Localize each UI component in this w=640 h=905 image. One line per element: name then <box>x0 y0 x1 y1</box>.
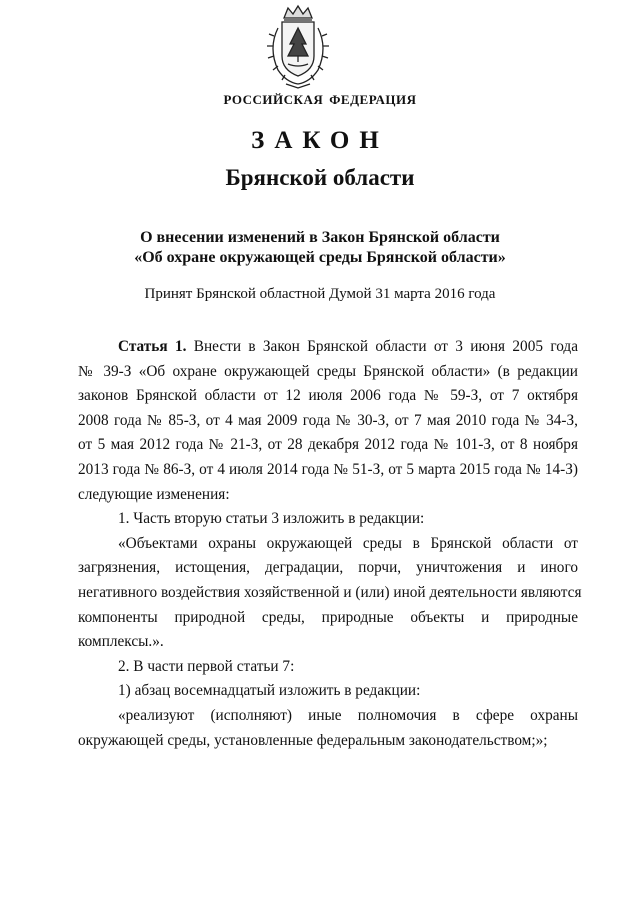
article-line: 2008 года № 85-З, от 4 мая 2009 года № 30-З, от 7 мая 2010 года № 34-З, <box>78 411 578 429</box>
article-label: Статья 1. <box>118 338 187 355</box>
article-line: законов Брянской области от 12 июля 2006 года № 59-З, от 7 октября <box>78 387 578 405</box>
subject-line-2: «Об охране окружающей среды Брянской области» <box>134 249 506 266</box>
item-2-1: 1) абзац восемнадцатый изложить в редакции: <box>118 682 421 700</box>
item-1: 1. Часть вторую статьи 3 изложить в редакции: <box>118 510 425 528</box>
quote-1-line: комплексы.». <box>78 633 164 651</box>
quote-2-line: окружающей среды, установленные федеральным законодательством;»; <box>78 731 548 749</box>
adoption-note: Принят Брянской областной Думой 31 марта 2016 года <box>144 286 496 302</box>
quote-1-line: «Объектами охраны окружающей среды в Брянской области от <box>118 534 578 552</box>
quote-1-line: негативного воздействия хозяйственной и (или) иной деятельности являются <box>78 583 582 601</box>
federation-heading <box>0 92 640 108</box>
federation-word-2: ФЕДЕРАЦИЯ <box>329 92 417 107</box>
article-line: 2013 года № 86-З, от 4 июля 2014 года № 51-З, от 5 марта 2015 года № 14-З) <box>78 460 578 478</box>
article-line: № 39-З «Об охране окружающей среды Брянской области» (в редакции <box>78 362 578 380</box>
article-line: следующие изменения: <box>78 485 230 503</box>
quote-1-line: компоненты природной среды, природные объекты и природные <box>78 608 578 626</box>
law-title: ЗАКОН <box>251 127 389 154</box>
region-title: Брянской области <box>225 165 415 190</box>
federation-word-1: РОССИЙСКАЯ <box>223 92 324 107</box>
article-line: Статья 1. Внести в Закон Брянской области от 3 июня 2005 года <box>118 338 578 355</box>
item-2: 2. В части первой статьи 7: <box>118 657 295 675</box>
quote-2-line: «реализуют (исполняют) иные полномочия в сфере охраны <box>118 706 578 724</box>
law-subject <box>0 228 640 268</box>
article-line: от 5 мая 2012 года № 21-З, от 28 декабря 2012 года № 101-З, от 8 ноября <box>78 436 578 454</box>
coat-of-arms-icon <box>260 4 336 90</box>
quote-1-line: загрязнения, истощения, деградации, порчи, уничтожения и иного <box>78 559 578 577</box>
article-1 <box>78 335 582 753</box>
subject-line-1: О внесении изменений в Закон Брянской области <box>140 229 500 246</box>
